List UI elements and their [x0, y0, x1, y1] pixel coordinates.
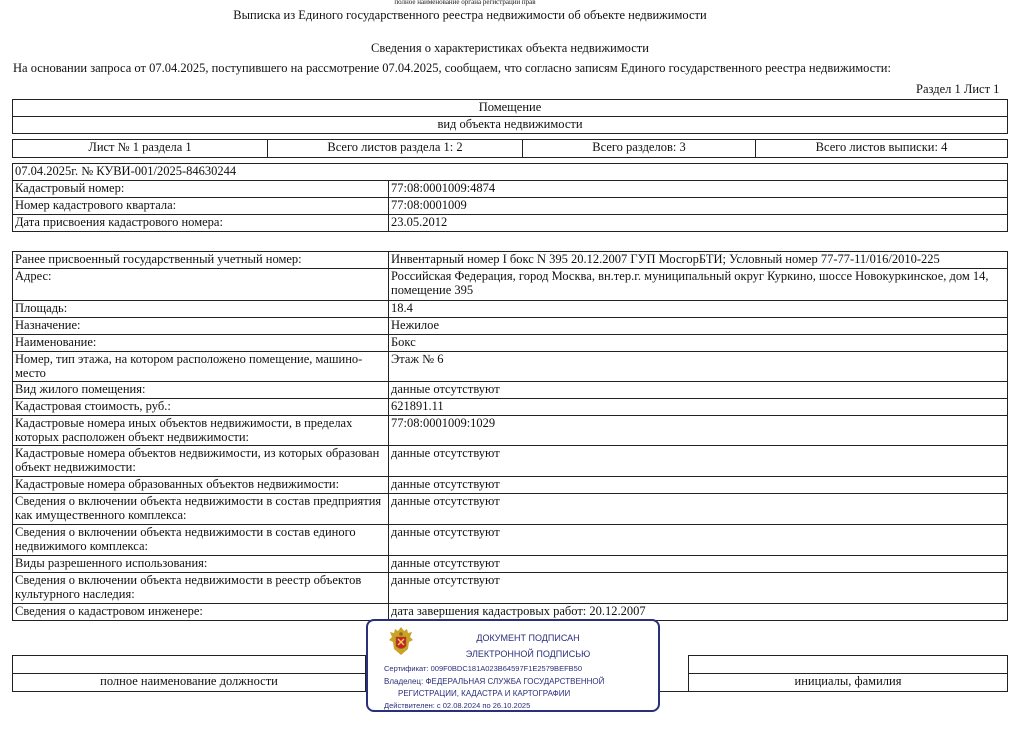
- registry-authority-note: полное наименование органа регистрации прав: [394, 0, 536, 6]
- table-row: [13, 604, 1008, 621]
- document-subtitle: Сведения о характеристиках объекта недвижимости: [371, 41, 649, 55]
- table-row: [13, 269, 1008, 301]
- field-label: Кадастровый номер:: [13, 181, 389, 198]
- table-row: [13, 573, 1008, 604]
- field-value: данные отсутствуют: [389, 573, 1008, 604]
- floor-value: Этаж № 6: [389, 352, 1008, 382]
- table-row: [13, 525, 1008, 556]
- table-row: [13, 318, 1008, 335]
- field-label: Дата присвоения кадастрового номера:: [13, 215, 389, 232]
- position-caption: полное наименование должности: [13, 674, 366, 692]
- table-row: [13, 416, 1008, 446]
- stamp-certificate: Сертификат: 009F0BDC181A023B64597F1E2579BEFB50: [384, 664, 582, 673]
- field-label: Наименование:: [13, 335, 389, 352]
- table-row: [13, 335, 1008, 352]
- stamp-validity: Действителен: с 02.08.2024 по 26.10.2025: [384, 701, 531, 710]
- field-value: Инвентарный номер I бокс N 395 20.12.2007 ГУП МосгорБТИ; Условный номер 77-77-11/016/2010-225: [389, 252, 1008, 269]
- field-label: Сведения о включении объекта недвижимости в состав предприятия как имущественного комплекса:: [13, 494, 389, 525]
- basic-fields-table: [12, 163, 1008, 232]
- field-value: 77:08:0001009:1029: [389, 416, 1008, 446]
- field-value: данные отсутствуют: [389, 477, 1008, 494]
- field-value: данные отсутствуют: [389, 556, 1008, 573]
- electronic-signature-stamp: [366, 619, 660, 712]
- table-row: [13, 252, 1008, 269]
- total-sections: Всего разделов: 3: [523, 140, 756, 158]
- field-value: данные отсутствуют: [389, 494, 1008, 525]
- field-label: Кадастровые номера объектов недвижимости, из которых образован объект недвижимости:: [13, 446, 389, 477]
- field-label: Кадастровые номера иных объектов недвижимости, в пределах которых расположен объект недвижимости:: [13, 416, 389, 446]
- field-value: данные отсутствуют: [389, 446, 1008, 477]
- coat-of-arms-icon: [386, 625, 416, 659]
- field-label: Адрес:: [13, 269, 389, 301]
- name-caption: инициалы, фамилия: [689, 674, 1008, 692]
- request-number: 07.04.2025г. № КУВИ-001/2025-84630244: [13, 164, 1008, 181]
- table-row: [13, 446, 1008, 477]
- field-label: Сведения о включении объекта недвижимости в состав единого недвижимого комплекса:: [13, 525, 389, 556]
- table-row: [13, 301, 1008, 318]
- stamp-line2: ЭЛЕКТРОННОЙ ПОДПИСЬЮ: [465, 649, 591, 659]
- object-type-caption: вид объекта недвижимости: [12, 116, 1008, 134]
- field-label: Кадастровая стоимость, руб.:: [13, 399, 389, 416]
- name-field: [689, 656, 1008, 674]
- cadastral-quarter: 77:08:0001009: [389, 198, 1008, 215]
- table-row: [13, 477, 1008, 494]
- document-title: Выписка из Единого государственного реестра недвижимости об объекте недвижимости: [233, 8, 707, 22]
- details-table: [12, 251, 1008, 621]
- table-row: [13, 198, 1008, 215]
- field-value: данные отсутствуют: [389, 382, 1008, 399]
- engineer-value: дата завершения кадастровых работ: 20.12.2007: [389, 604, 1008, 621]
- position-field: [13, 656, 366, 674]
- field-label: Площадь:: [13, 301, 389, 318]
- address-value: Российская Федерация, город Москва, вн.тер.г. муниципальный округ Куркино, шоссе Новокуркинское, дом 14, помещение 395: [389, 269, 1008, 301]
- table-row: [13, 181, 1008, 198]
- table-row: [13, 556, 1008, 573]
- total-sheets-section: Всего листов раздела 1: 2: [268, 140, 523, 158]
- table-row: [13, 215, 1008, 232]
- stamp-owner-cont: РЕГИСТРАЦИИ, КАДАСТРА И КАРТОГРАФИИ: [398, 689, 571, 698]
- stamp-owner: Владелец: ФЕДЕРАЛЬНАЯ СЛУЖБА ГОСУДАРСТВЕННОЙ: [384, 677, 605, 686]
- cadastral-cost-value: 621891.11: [389, 399, 1008, 416]
- field-label: Сведения о кадастровом инженере:: [13, 604, 389, 621]
- purpose-value: Нежилое: [389, 318, 1008, 335]
- field-label: Сведения о включении объекта недвижимости в реестр объектов культурного наследия:: [13, 573, 389, 604]
- stamp-line1: ДОКУМЕНТ ПОДПИСАН: [476, 633, 580, 643]
- object-type-name: Помещение: [12, 99, 1008, 117]
- name-value: Бокс: [389, 335, 1008, 352]
- field-label: Вид жилого помещения:: [13, 382, 389, 399]
- table-row: [13, 399, 1008, 416]
- table-row: [13, 382, 1008, 399]
- table-row: [13, 352, 1008, 382]
- cadastral-number: 77:08:0001009:4874: [389, 181, 1008, 198]
- field-label: Номер, тип этажа, на котором расположено помещение, машино-место: [13, 352, 389, 382]
- area-value: 18.4: [389, 301, 1008, 318]
- total-sheets-extract: Всего листов выписки: 4: [756, 140, 1008, 158]
- field-label: Ранее присвоенный государственный учетный номер:: [13, 252, 389, 269]
- table-row: [13, 494, 1008, 525]
- sheet-number: Лист № 1 раздела 1: [13, 140, 268, 158]
- cadastral-date: 23.05.2012: [389, 215, 1008, 232]
- field-label: Назначение:: [13, 318, 389, 335]
- field-value: данные отсутствуют: [389, 525, 1008, 556]
- intro-text: На основании запроса от 07.04.2025, поступившего на рассмотрение 07.04.2025, сообщаем, что согласно записям Единого государственного реестра недвижимости:: [13, 61, 891, 75]
- section-label: Раздел 1 Лист 1: [916, 82, 1000, 96]
- field-label: Кадастровые номера образованных объектов недвижимости:: [13, 477, 389, 494]
- sheet-info-table: [12, 139, 1008, 158]
- field-label: Виды разрешенного использования:: [13, 556, 389, 573]
- field-label: Номер кадастрового квартала:: [13, 198, 389, 215]
